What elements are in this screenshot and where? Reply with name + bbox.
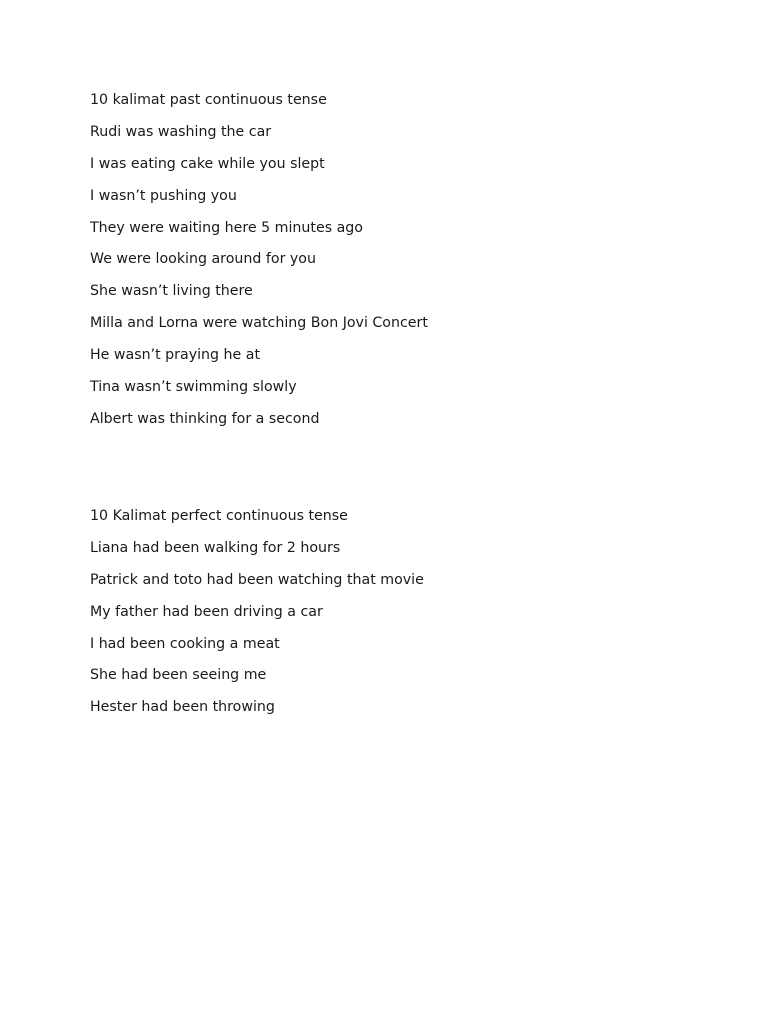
sentence-line: She wasn’t living there bbox=[90, 283, 253, 300]
sentence-line: Hester had been throwing bbox=[90, 699, 275, 716]
sentence-line: They were waiting here 5 minutes ago bbox=[90, 219, 363, 236]
sentence-line: He wasn’t praying he at bbox=[90, 347, 261, 364]
sentence-line: We were looking around for you bbox=[90, 251, 316, 268]
past-continuous-section bbox=[90, 89, 710, 440]
sentence-line: Patrick and toto had been watching that movie bbox=[90, 571, 424, 588]
sentence-line: She had been seeing me bbox=[90, 667, 267, 684]
sentence-line: I was eating cake while you slept bbox=[90, 155, 325, 172]
sentence-line: Albert was thinking for a second bbox=[90, 410, 320, 427]
perfect-continuous-section bbox=[90, 505, 710, 728]
sentence-line: I wasn’t pushing you bbox=[90, 187, 237, 204]
sentence-line: Tina wasn’t swimming slowly bbox=[90, 379, 297, 396]
sentence-line: My father had been driving a car bbox=[90, 603, 323, 620]
section-heading: 10 Kalimat perfect continuous tense bbox=[90, 508, 348, 524]
sentence-line: Liana had been walking for 2 hours bbox=[90, 539, 341, 556]
sentence-line: Rudi was washing the car bbox=[90, 123, 272, 140]
sentence-line: Milla and Lorna were watching Bon Jovi Concert bbox=[90, 315, 428, 332]
section-heading: 10 kalimat past continuous tense bbox=[90, 92, 327, 108]
sentence-line: I had been cooking a meat bbox=[90, 635, 280, 652]
